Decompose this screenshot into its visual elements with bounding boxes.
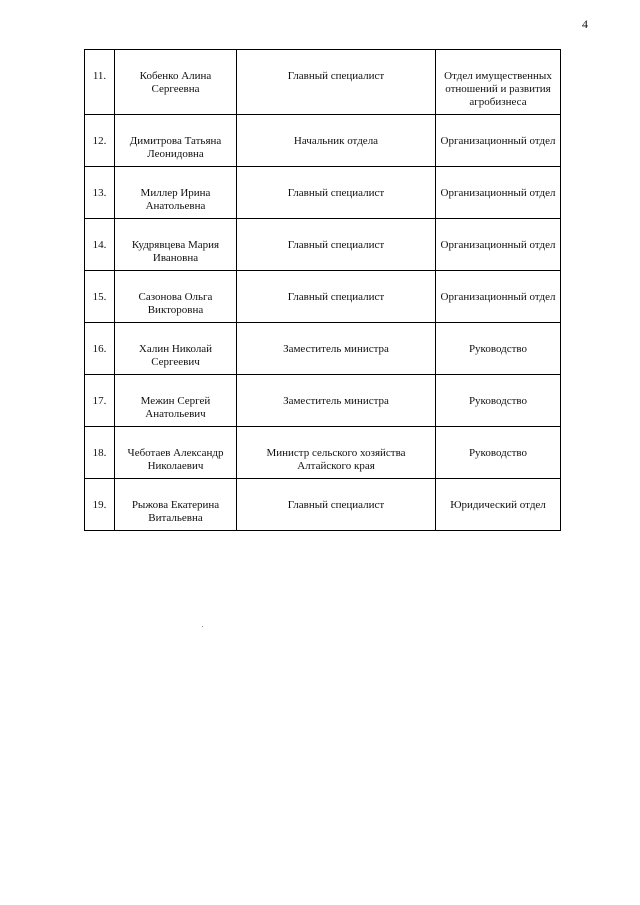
employee-name: Чеботаев Александр Николаевич bbox=[115, 427, 237, 479]
row-number: 12. bbox=[85, 115, 115, 167]
table-row bbox=[85, 479, 561, 531]
table-row bbox=[85, 219, 561, 271]
row-number: 19. bbox=[85, 479, 115, 531]
employee-position: Главный специалист bbox=[237, 479, 436, 531]
table-row bbox=[85, 115, 561, 167]
table-row bbox=[85, 323, 561, 375]
employee-department: Руководство bbox=[436, 427, 561, 479]
employee-department: Организационный отдел bbox=[436, 271, 561, 323]
scan-artifact bbox=[202, 626, 203, 627]
employee-department: Руководство bbox=[436, 375, 561, 427]
employee-department: Отдел имущественных отношений и развития агробизнеса bbox=[436, 50, 561, 115]
staff-table bbox=[84, 49, 561, 531]
row-number: 14. bbox=[85, 219, 115, 271]
employee-department: Юридический отдел bbox=[436, 479, 561, 531]
employee-department: Организационный отдел bbox=[436, 219, 561, 271]
employee-position: Министр сельского хозяйства Алтайского края bbox=[237, 427, 436, 479]
table-row bbox=[85, 167, 561, 219]
employee-name: Сазонова Ольга Викторовна bbox=[115, 271, 237, 323]
table-row bbox=[85, 375, 561, 427]
employee-department: Организационный отдел bbox=[436, 115, 561, 167]
employee-position: Начальник отдела bbox=[237, 115, 436, 167]
table-row bbox=[85, 50, 561, 115]
employee-name: Межин Сергей Анатольевич bbox=[115, 375, 237, 427]
row-number: 17. bbox=[85, 375, 115, 427]
employee-name: Димитрова Татьяна Леонидовна bbox=[115, 115, 237, 167]
employee-position: Заместитель министра bbox=[237, 375, 436, 427]
employee-position: Главный специалист bbox=[237, 271, 436, 323]
row-number: 18. bbox=[85, 427, 115, 479]
employee-department: Руководство bbox=[436, 323, 561, 375]
row-number: 13. bbox=[85, 167, 115, 219]
employee-position: Главный специалист bbox=[237, 167, 436, 219]
table-row bbox=[85, 427, 561, 479]
table-row bbox=[85, 271, 561, 323]
employee-position: Главный специалист bbox=[237, 219, 436, 271]
employee-name: Халин Николай Сергеевич bbox=[115, 323, 237, 375]
employee-name: Рыжова Екатерина Витальевна bbox=[115, 479, 237, 531]
employee-department: Организационный отдел bbox=[436, 167, 561, 219]
row-number: 16. bbox=[85, 323, 115, 375]
employee-name: Кудрявцева Мария Ивановна bbox=[115, 219, 237, 271]
employee-name: Кобенко Алина Сергеевна bbox=[115, 50, 237, 115]
employee-position: Заместитель министра bbox=[237, 323, 436, 375]
page-number: 4 bbox=[582, 17, 588, 31]
row-number: 11. bbox=[85, 50, 115, 115]
employee-name: Миллер Ирина Анатольевна bbox=[115, 167, 237, 219]
row-number: 15. bbox=[85, 271, 115, 323]
employee-position: Главный специалист bbox=[237, 50, 436, 115]
